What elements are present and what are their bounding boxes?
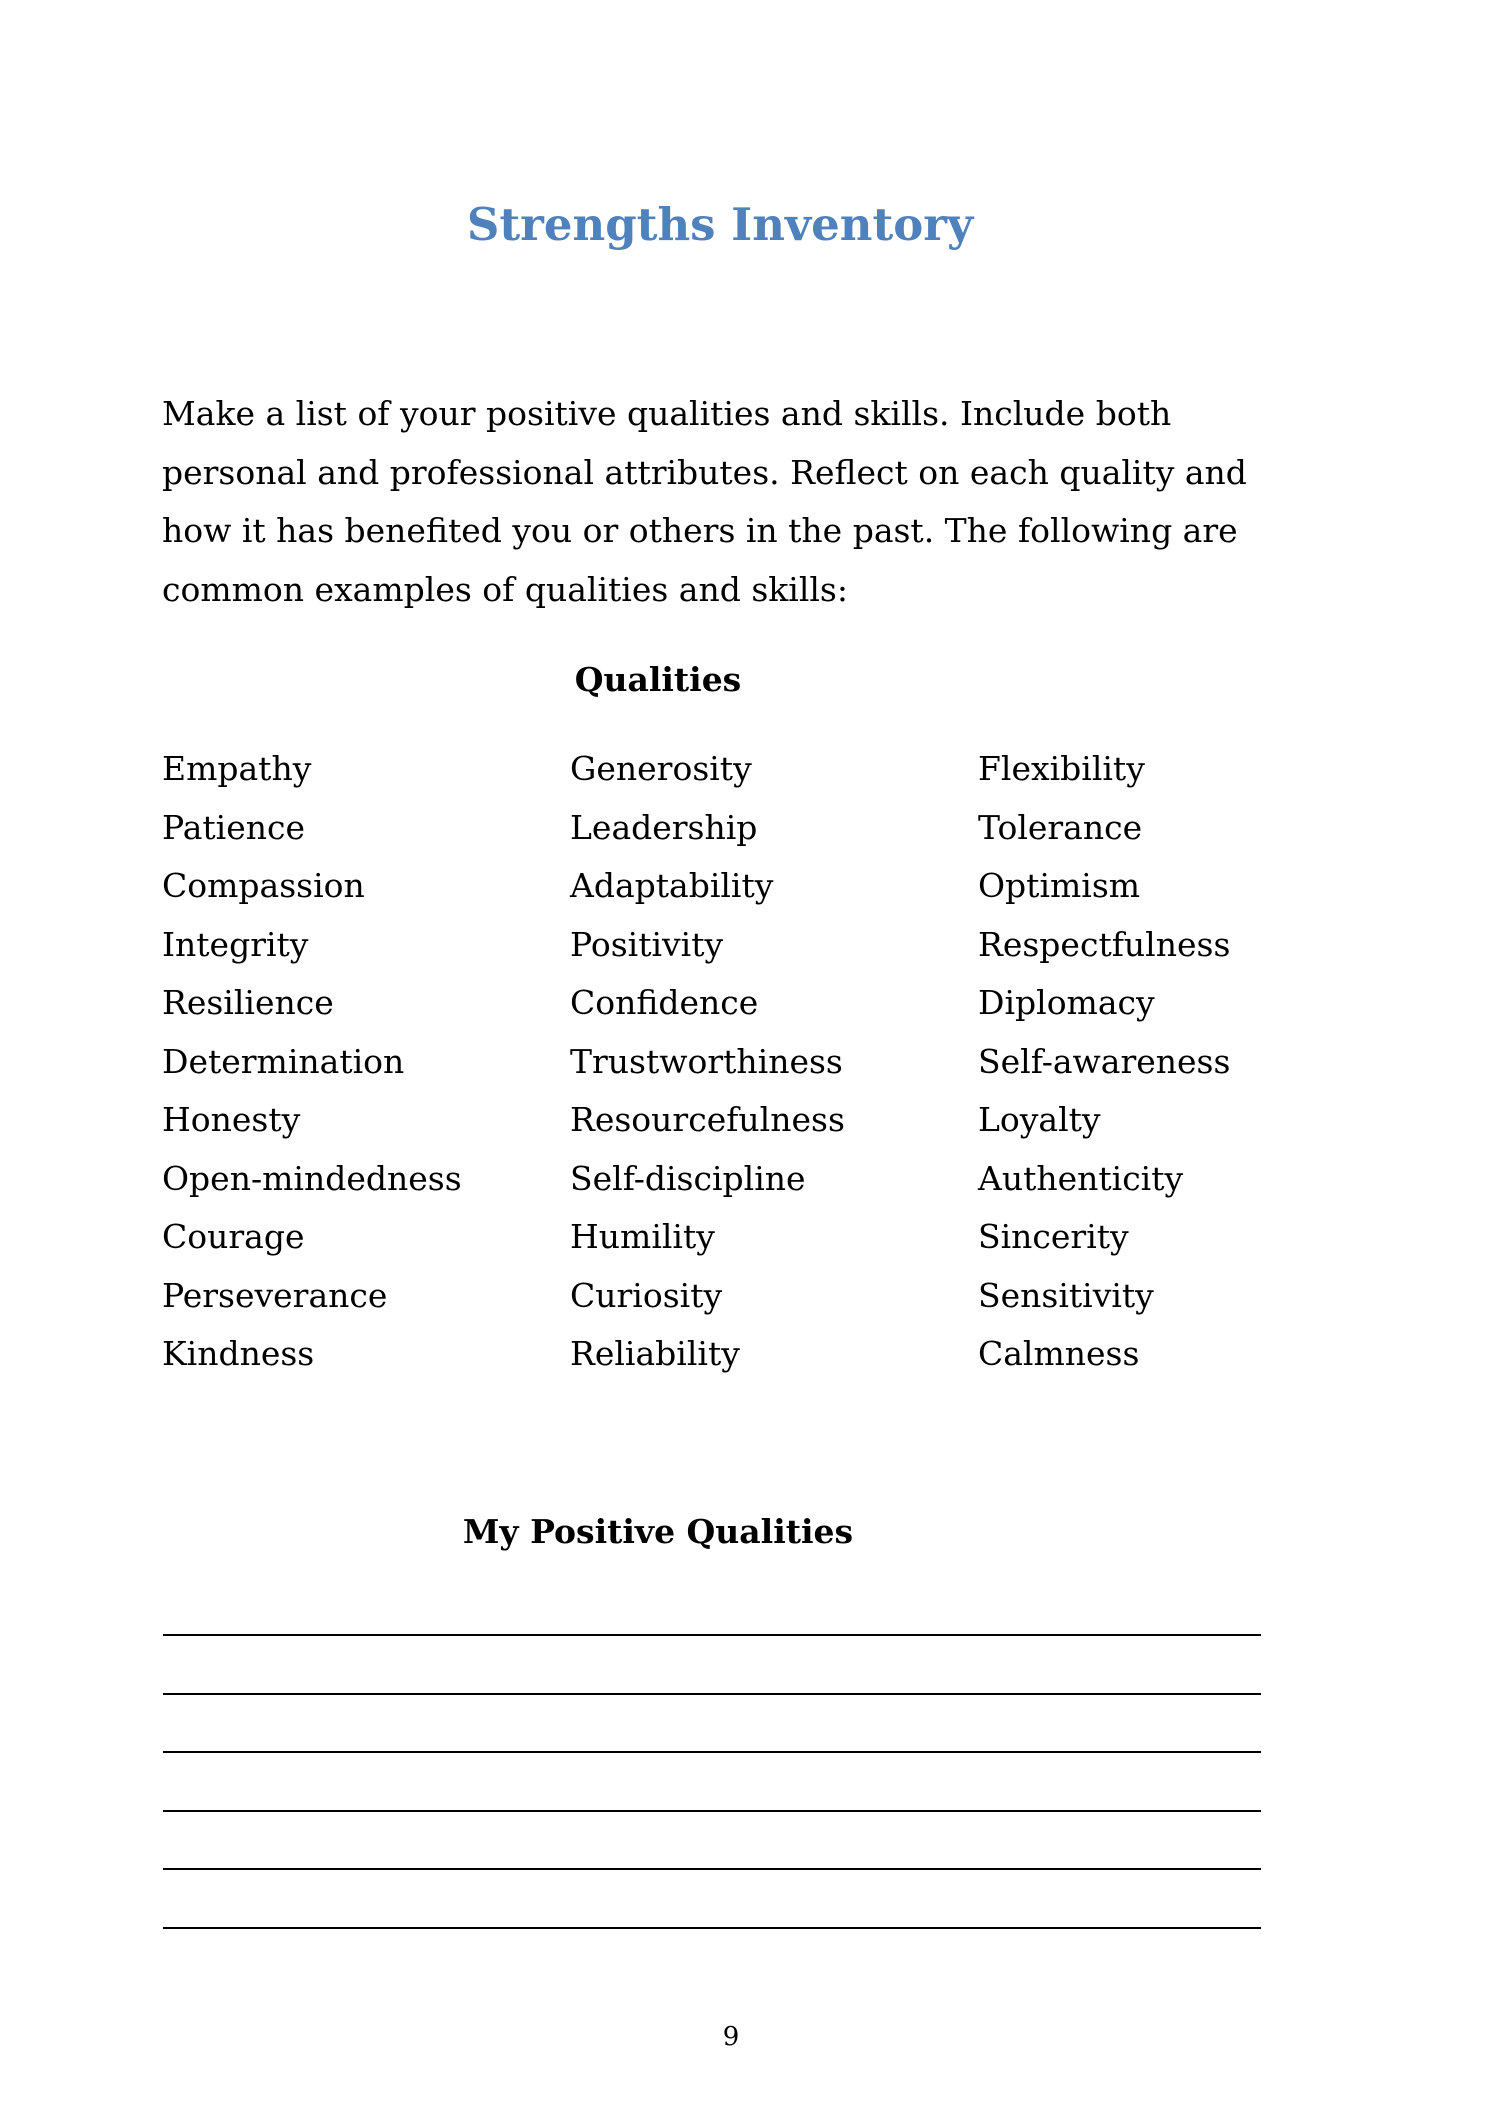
quality-item: Compassion (162, 866, 365, 905)
quality-item: Calmness (978, 1334, 1140, 1373)
writing-lines (163, 1634, 1261, 1985)
quality-item: Reliability (570, 1334, 740, 1373)
qualities-heading: Qualities (574, 660, 742, 699)
quality-item: Honesty (162, 1100, 301, 1139)
quality-item: Loyalty (978, 1100, 1101, 1139)
intro-paragraph: Make a list of your positive qualities and skills. Include both personal and professional attributes. Reflect on each quality and how it has benefited you or others in the past. The following are common examples of qualities and skills: (162, 394, 1247, 609)
quality-item: Sincerity (978, 1217, 1129, 1256)
quality-item: Kindness (162, 1334, 315, 1373)
quality-item: Self-awareness (978, 1041, 1231, 1081)
writing-line[interactable] (163, 1810, 1261, 1812)
page-number: 9 (722, 2022, 740, 2052)
quality-item: Self-discipline (570, 1158, 806, 1198)
quality-item: Resourcefulness (570, 1100, 845, 1139)
quality-item: Courage (162, 1217, 305, 1256)
writing-line[interactable] (163, 1693, 1261, 1695)
quality-item: Confidence (570, 983, 759, 1022)
quality-item: Respectfulness (978, 924, 1231, 964)
quality-item: Authenticity (978, 1158, 1184, 1198)
writing-line[interactable] (163, 1868, 1261, 1870)
my-qualities-heading: My Positive Qualities (462, 1512, 854, 1551)
page-title: Strengths Inventory (466, 198, 974, 251)
quality-item: Tolerance (978, 807, 1143, 847)
quality-item: Empathy (162, 749, 312, 788)
quality-item: Sensitivity (978, 1275, 1154, 1315)
writing-line[interactable] (163, 1927, 1261, 1929)
quality-item: Positivity (570, 924, 724, 964)
quality-item: Open-mindedness (162, 1158, 462, 1198)
quality-item: Perseverance (162, 1275, 388, 1315)
quality-item: Diplomacy (978, 983, 1155, 1022)
quality-item: Adaptability (570, 866, 774, 905)
writing-line[interactable] (163, 1751, 1261, 1753)
quality-item: Resilience (162, 983, 334, 1022)
quality-item: Flexibility (978, 749, 1145, 788)
quality-item: Integrity (162, 924, 309, 964)
quality-item: Determination (162, 1041, 405, 1081)
quality-item: Optimism (978, 866, 1141, 905)
quality-item: Curiosity (570, 1275, 723, 1315)
qualities-grid (162, 745, 1312, 1389)
writing-line[interactable] (163, 1634, 1261, 1636)
quality-item: Generosity (570, 749, 752, 788)
quality-item: Leadership (570, 807, 758, 847)
quality-item: Trustworthiness (570, 1041, 843, 1081)
quality-item: Humility (570, 1217, 715, 1256)
quality-item: Patience (162, 807, 306, 847)
